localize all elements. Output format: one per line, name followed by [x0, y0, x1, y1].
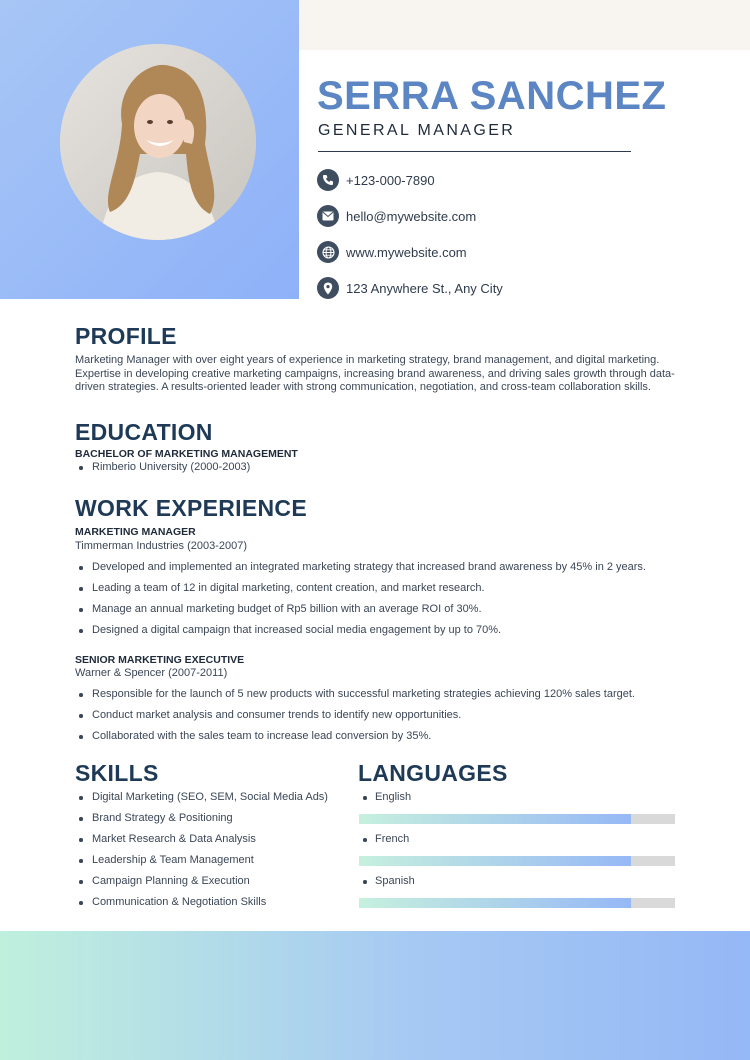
language-name: English [375, 791, 412, 803]
address-text: 123 Anywhere St., Any City [346, 280, 503, 296]
job-bullet: Conduct market analysis and consumer trends to identify new opportunities. [92, 709, 462, 721]
languages-heading: LANGUAGES [358, 760, 508, 786]
education-heading: EDUCATION [75, 419, 213, 445]
language-name: French [375, 833, 410, 845]
email-text[interactable]: hello@mywebsite.com [346, 208, 477, 224]
skill-item: Brand Strategy & Positioning [92, 812, 233, 824]
contact-website [317, 241, 467, 263]
language-level-bar [359, 898, 675, 908]
job-bullet: Manage an annual marketing budget of Rp5 billion with an average ROI of 30%. [92, 603, 482, 615]
job-bullet: Designed a digital campaign that increased social media engagement by up to 70%. [92, 624, 502, 636]
job-company: Timmerman Industries (2003-2007) [75, 540, 247, 552]
title-divider [318, 151, 631, 152]
profile-text: Marketing Manager with over eight years of experience in marketing strategy, brand management, and digital marketing. Expertise in developing creative marketing campaigns, increasing brand awareness, and driving sales growth through data-driven strategies. A results-oriented leader with strong communication, negotiation, and cross-team collaboration skills. [75, 354, 675, 393]
location-pin-icon [317, 277, 339, 299]
candidate-name: SERRA SANCHEZ [317, 74, 667, 118]
skill-item: Communication & Negotiation Skills [92, 896, 267, 908]
profile-heading: PROFILE [75, 323, 177, 349]
job-bullet: Collaborated with the sales team to increase lead conversion by 35%. [92, 730, 432, 742]
job-role: SENIOR MARKETING EXECUTIVE [75, 654, 245, 666]
language-level-fill [359, 856, 631, 866]
skills-heading: SKILLS [75, 760, 159, 786]
contact-email [317, 205, 476, 227]
job-role: MARKETING MANAGER [75, 526, 196, 538]
education-degree: BACHELOR OF MARKETING MANAGEMENT [75, 448, 298, 460]
job-bullet: Developed and implemented an integrated marketing strategy that increased brand awareness by 45% in 2 years. [92, 561, 646, 573]
job-bullet: Responsible for the launch of 5 new products with successful marketing strategies achieving 120% sales target. [92, 688, 635, 700]
skill-item: Digital Marketing (SEO, SEM, Social Media Ads) [92, 791, 328, 803]
language-level-bar [359, 814, 675, 824]
contact-address [317, 277, 503, 299]
job-bullet: Leading a team of 12 in digital marketing, content creation, and market research. [92, 582, 485, 594]
skill-item: Market Research & Data Analysis [92, 833, 256, 845]
work-heading: WORK EXPERIENCE [75, 495, 307, 521]
phone-icon [317, 169, 339, 191]
email-icon [317, 205, 339, 227]
education-school: Rimberio University (2000-2003) [92, 461, 251, 473]
language-level-fill [359, 814, 631, 824]
job-title: GENERAL MANAGER [318, 122, 516, 139]
profile-photo [60, 44, 256, 240]
skill-item: Campaign Planning & Execution [92, 875, 250, 887]
globe-icon [317, 241, 339, 263]
language-name: Spanish [375, 875, 415, 887]
contact-phone [317, 169, 435, 191]
skill-item: Leadership & Team Management [92, 854, 254, 866]
header-top-strip [299, 0, 750, 50]
footer-gradient-band [0, 931, 750, 1060]
language-level-fill [359, 898, 631, 908]
language-level-bar [359, 856, 675, 866]
phone-text: +123-000-7890 [346, 172, 435, 188]
website-text[interactable]: www.mywebsite.com [346, 244, 467, 260]
job-company: Warner & Spencer (2007-2011) [75, 667, 228, 679]
